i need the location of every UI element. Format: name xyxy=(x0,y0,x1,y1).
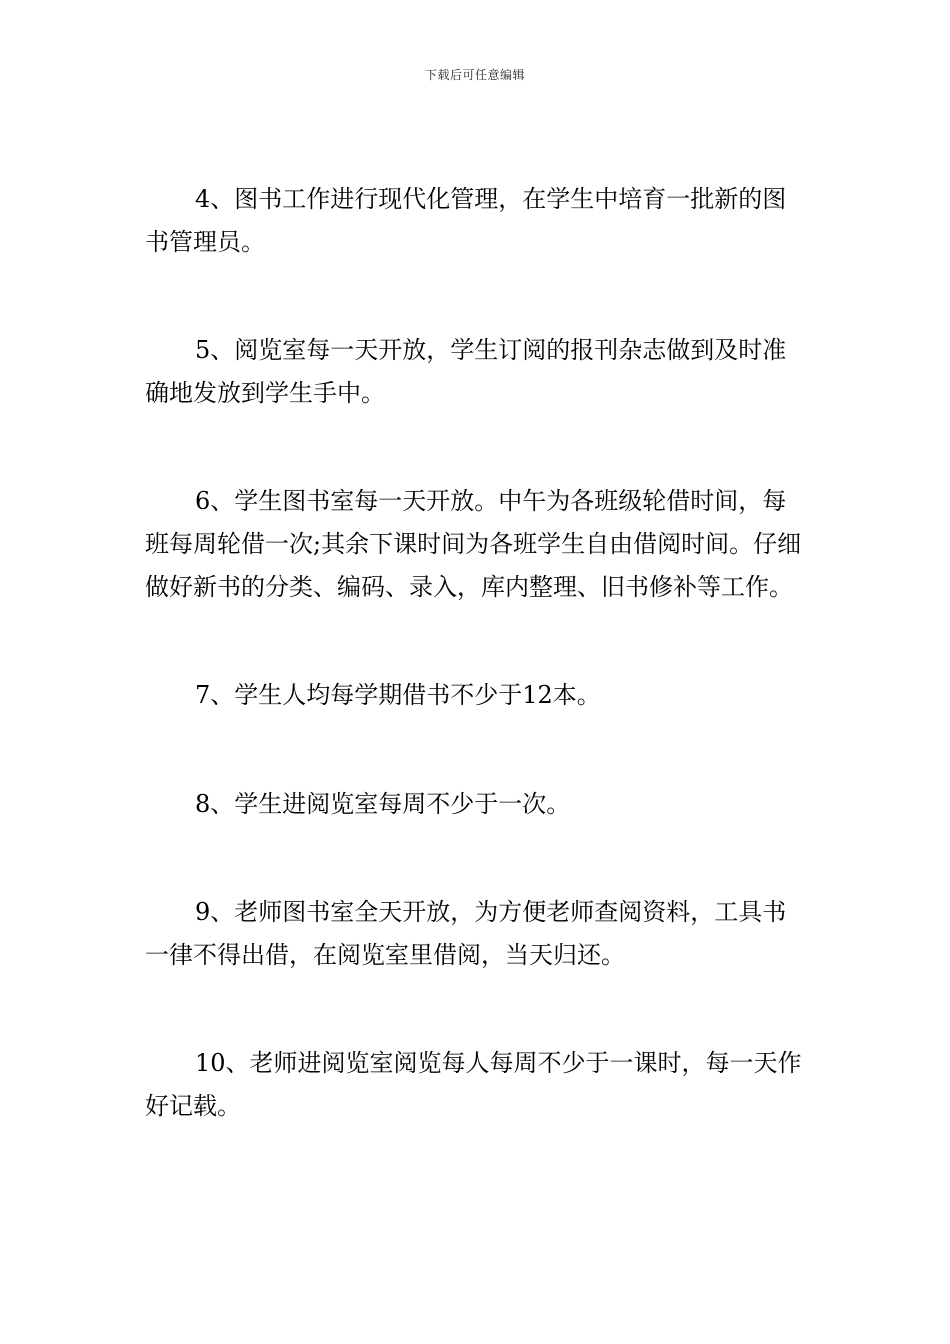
paragraph-item-10: 10、老师进阅览室阅览每人每周不少于一课时，每一天作好记载。 xyxy=(145,1049,802,1120)
paragraph-item-6: 6、学生图书室每一天开放。中午为各班级轮借时间，每班每周轮借一次;其余下课时间为各班学生自由借阅时间。仔细做好新书的分类、编码、录入，库内整理、旧书修补等工作。 xyxy=(145,487,802,601)
page-header: 下载后可任意编辑 xyxy=(424,68,525,82)
paragraph-item-7: 7、学生人均每学期借书不少于12本。 xyxy=(195,681,601,709)
paragraph-item-8: 8、学生进阅览室每周不少于一次。 xyxy=(195,790,571,818)
document-body xyxy=(145,178,810,1128)
paragraph-item-4: 4、图书工作进行现代化管理，在学生中培育一批新的图书管理员。 xyxy=(145,185,787,256)
paragraph-item-5: 5、阅览室每一天开放，学生订阅的报刊杂志做到及时准确地发放到学生手中。 xyxy=(145,336,787,407)
paragraph-item-9: 9、老师图书室全天开放，为方便老师查阅资料，工具书一律不得出借，在阅览室里借阅，当天归还。 xyxy=(145,898,787,969)
